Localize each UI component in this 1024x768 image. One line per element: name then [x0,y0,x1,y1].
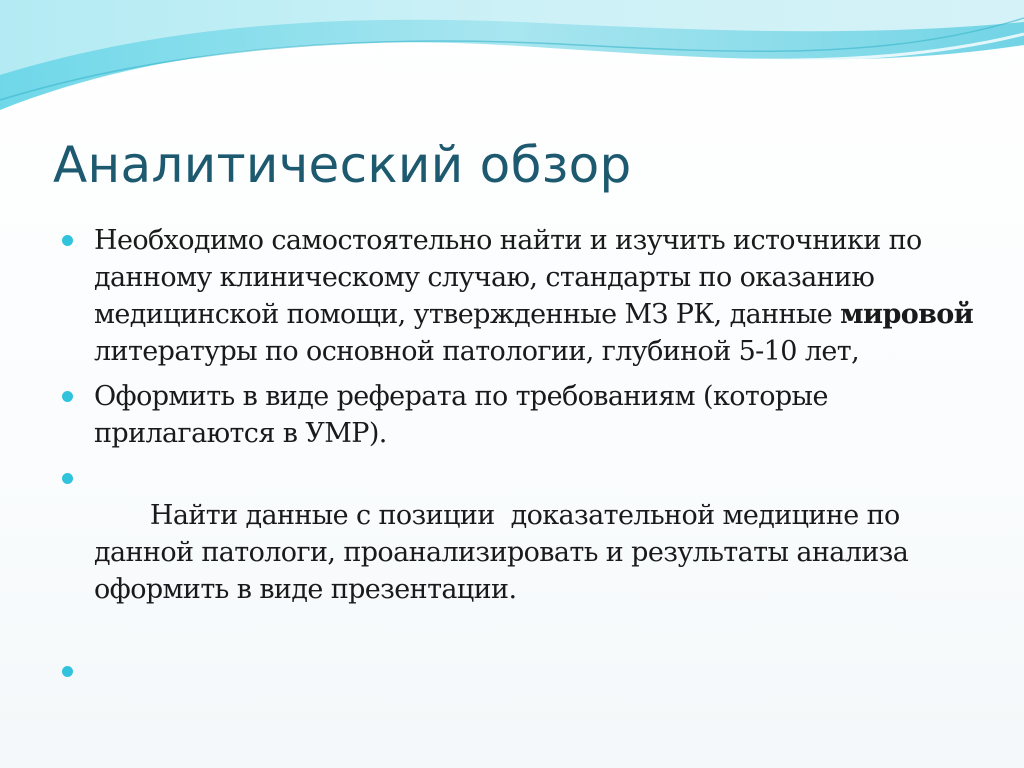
bullet-bold-text: мировой [840,299,974,330]
bullet-list [62,222,982,698]
bullet-item [62,378,982,452]
bullet-dot-icon [62,473,73,484]
bullet-item [62,460,982,645]
bullet-text: Найти данные с позиции доказательной медицине по данной патологи, проанализировать и результаты анализа оформить в виде презентации. [94,500,917,605]
bullet-item-empty [62,653,982,690]
bullet-item [62,222,982,370]
bullet-text: литературы по основной патологии, глубиной 5-10 лет, [94,336,860,367]
slide-title: Аналитический обзор [53,136,632,194]
bullet-text: Необходимо самостоятельно найти и изучить источники по данному клиническому случаю, стандарты по оказанию медицинской помощи, утвержденные МЗ РК, данные [94,225,922,330]
bullet-dot-icon [62,666,73,677]
bullet-dot-icon [62,391,73,402]
bullet-dot-icon [62,235,73,246]
header-wave-decoration [0,0,1024,130]
bullet-text: Оформить в виде реферата по требованиям (которые прилагаются в УМР). [94,381,828,449]
